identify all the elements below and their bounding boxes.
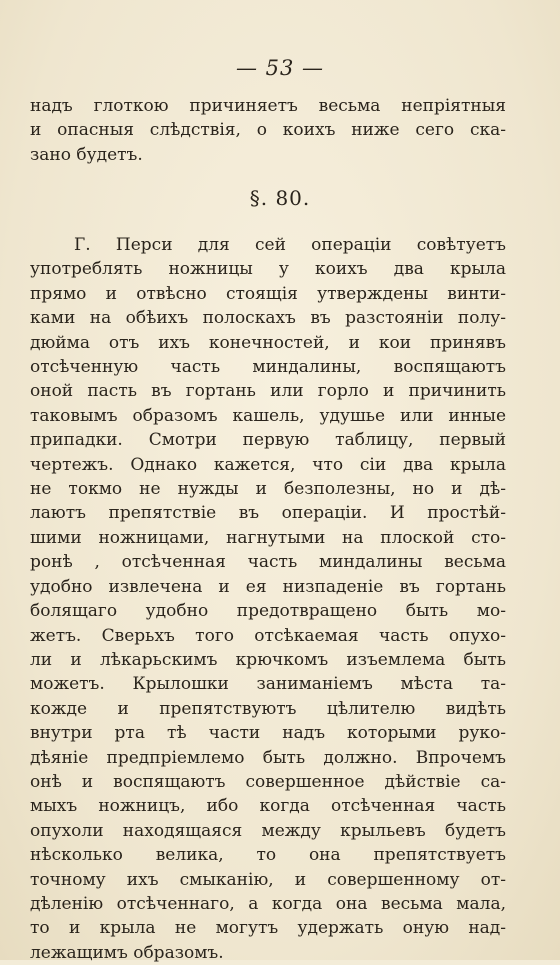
text-line: удобно извлечена и ея низпаденіе въ гортань [30,576,506,597]
text-line: внутри рта тѣ части надъ которыми руко- [30,723,506,744]
text-line: отсѣченную часть миндалины, воспящаютъ [30,357,506,378]
text-line: таковымъ образомъ кашель, удушье или инные [30,405,506,426]
text-line: чертежъ. Однако кажется, что сіи два крыла [30,454,506,475]
text-line: нѣсколько велика, то она препятствуетъ [30,845,506,866]
text-line: дѣяніе предпріемлемо быть должно. Впрочемъ [30,747,506,768]
text-line: припадки. Смотри первую таблицу, первый [30,430,506,451]
text-line: Г. Перси для сей операціи совѣтуетъ [74,235,506,255]
text-line: онѣ и воспящаютъ совершенное дѣйствіе са- [30,771,506,792]
main-paragraph [30,233,506,965]
text-line: дюйма отъ ихъ конечностей, и кои принявъ [30,332,506,353]
text-line: болящаго удобно предотвращено быть мо- [30,601,506,622]
text-line: ронѣ , отсѣченная часть миндалины весьма [30,552,506,573]
text-line: оной пасть въ гортань или горло и причинить [30,381,506,402]
text-line: кожде и препятствуютъ цѣлителю видѣть [30,698,506,719]
text-line: мыхъ ножницъ, ибо когда отсѣченная часть [30,796,506,817]
text-line: шими ножницами, нагнутыми на плоской сто- [30,527,506,548]
continuation-paragraph [30,94,506,167]
text-line: прямо и отвѣсно стоящія утверждены винти- [30,283,506,304]
text-line: и опасныя слѣдствія, о коихъ ниже сего ска- [30,120,506,141]
text-line: надъ глоткою причиняетъ весьма непріятныя [30,96,506,116]
page-number: — 53 — [235,56,325,80]
text-line: то и крыла не могутъ удержать оную над- [30,918,506,939]
text-line: жетъ. Сверьхъ того отсѣкаемая часть опухо- [30,625,506,646]
text-line: ками на обѣихъ полоскахъ въ разстояніи полу- [30,308,506,329]
text-line: опухоли находящаяся между крыльевъ будетъ [30,820,506,841]
text-line: дѣленію отсѣченнаго, а когда она весьма мала, [30,893,506,914]
text-line: ли и лѣкарьскимъ крючкомъ изъемлема быть [30,649,506,670]
text-line: можетъ. Крылошки заниманіемъ мѣста та- [30,674,506,695]
section-heading: §. 80. [249,186,311,210]
text-line: зано будетъ. [30,144,143,165]
text-line: лежащимъ образомъ. [30,942,224,963]
text-line: не токмо не нужды и безполезны, но и дѣ- [30,479,506,500]
text-line: употреблять ножницы у коихъ два крыла [30,259,506,280]
text-line: лаютъ препятствіе въ операціи. И простѣй- [30,503,506,524]
text-line: точному ихъ смыканію, и совершенному от- [30,869,506,890]
